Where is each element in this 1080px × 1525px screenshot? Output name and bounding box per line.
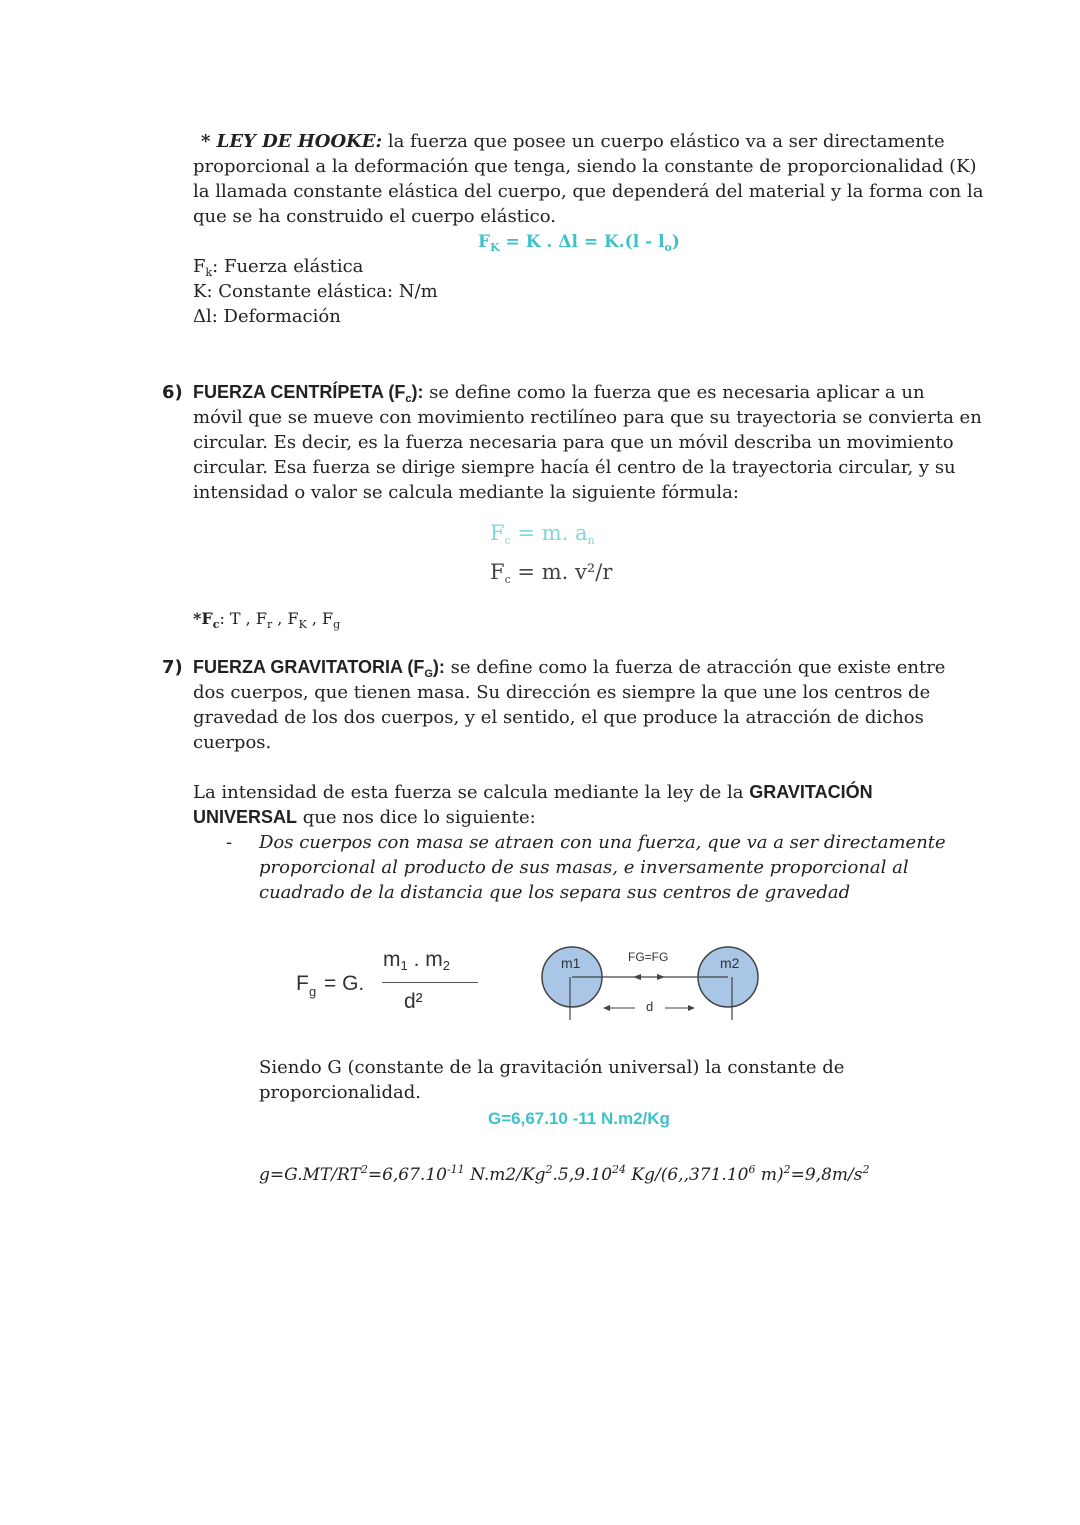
def-sub: k xyxy=(205,266,213,279)
f2-b: = m. v²/r xyxy=(510,560,613,584)
num-2: 2 xyxy=(442,958,450,973)
f1-sub2: n xyxy=(587,534,595,547)
formula-F: F xyxy=(478,232,491,252)
formula-g: g xyxy=(309,984,317,999)
quote-bullet: - xyxy=(226,832,233,853)
note-sub-g: g xyxy=(333,618,341,631)
formula-end: ) xyxy=(671,232,680,252)
force-label: FG=FG xyxy=(628,950,669,964)
p2-a: La intensidad de esta fuerza se calcula mediante la ley de la xyxy=(193,782,750,803)
f2-a: F xyxy=(490,560,505,584)
formula-F: F xyxy=(296,972,309,995)
note-sub-r: r xyxy=(266,618,273,631)
gcalc-g: =9,8m/s xyxy=(790,1165,863,1185)
siendo-line2: proporcionalidad. xyxy=(259,1082,421,1103)
gcalc-e: Kg/(6,,371.10 xyxy=(626,1165,749,1185)
d-arrowhead-right xyxy=(688,1005,695,1011)
gravitatoria-p2-line1 xyxy=(193,780,873,805)
centripeta-line3: circular. Es decir, es la fuerza necesaria para que un móvil describa un movimiento xyxy=(193,432,954,453)
gcalc-sup1: 2 xyxy=(360,1163,368,1176)
g-calculation xyxy=(259,1157,869,1188)
mass-2-label: m2 xyxy=(720,955,740,971)
formula-denominator: d² xyxy=(404,990,423,1013)
title-text: FUERZA GRAVITATORIA (F xyxy=(193,657,425,677)
centripeta-title xyxy=(193,382,424,405)
centripeta-text: se define como la fuerza que es necesaria aplicar a un xyxy=(423,382,925,403)
title-sub: G xyxy=(424,668,433,680)
hooke-text: la fuerza que posee un cuerpo elástico va a ser directamente xyxy=(382,131,945,152)
formula-rest: = K . Δl = K.(l - l xyxy=(499,232,665,252)
hooke-line1 xyxy=(201,129,945,154)
arrow-right xyxy=(657,974,665,980)
def-b: : Fuerza elástica xyxy=(212,256,364,277)
quote-line2: proporcional al producto de sus masas, e inversamente proporcional al xyxy=(259,857,909,878)
centripeta-line5: intensidad o valor se calcula mediante la siguiente fórmula: xyxy=(193,482,739,503)
p2-b: que nos dice lo siguiente: xyxy=(297,807,536,828)
gcalc-sup3: 2 xyxy=(545,1163,553,1176)
def-a: F xyxy=(193,256,206,277)
title-end: ): xyxy=(432,657,445,677)
num-m1: m xyxy=(383,948,401,971)
gcalc-sup6: 2 xyxy=(783,1163,791,1176)
p2-bold2: UNIVERSAL xyxy=(193,807,298,827)
gravitatoria-line3: gravedad de los dos cuerpos, y el sentido, el que produce la atracción de dichos xyxy=(193,707,924,728)
note-sub: c xyxy=(212,618,220,631)
section-number-6: 6) xyxy=(162,382,183,403)
num-m2: m xyxy=(425,948,443,971)
section-number-7: 7) xyxy=(162,657,183,678)
note-d: , F xyxy=(306,609,334,628)
gcalc-sup5: 6 xyxy=(748,1163,756,1176)
gravitatoria-p2-line2 xyxy=(193,805,536,830)
gravitatoria-text: se define como la fuerza de atracción que existe entre xyxy=(444,657,946,678)
gcalc-c: N.m2/Kg xyxy=(464,1165,546,1185)
hooke-line3: la llamada constante elástica del cuerpo, que dependerá del material y la forma con la xyxy=(193,181,984,202)
formula-sub0: o xyxy=(664,241,672,254)
hooke-line4: que se ha construido el cuerpo elástico. xyxy=(193,206,556,227)
distance-label: d xyxy=(646,999,654,1014)
f2-sub: c xyxy=(504,573,511,586)
gcalc-d: .5,9.10 xyxy=(552,1165,613,1185)
gcalc-a: g=G.MT/RT xyxy=(259,1165,361,1185)
gravitatoria-line2: dos cuerpos, que tienen masa. Su dirección es siempre la que une los centros de xyxy=(193,682,931,703)
hooke-def-k: K: Constante elástica: N/m xyxy=(193,281,438,302)
siendo-line1: Siendo G (constante de la gravitación universal) la constante de xyxy=(259,1057,845,1078)
p2-bold1: GRAVITACIÓN xyxy=(749,782,873,802)
hooke-heading: * LEY DE HOOKE: xyxy=(201,131,383,152)
formula-numerator xyxy=(383,948,450,973)
gcalc-f: m) xyxy=(755,1165,784,1185)
mass-1-label: m1 xyxy=(561,955,581,971)
arrow-left xyxy=(633,974,641,980)
quote-line1: Dos cuerpos con masa se atraen con una fuerza, que va a ser directamente xyxy=(259,832,946,853)
f1-a: F xyxy=(490,521,505,545)
hooke-formula xyxy=(478,230,680,260)
gravitatoria-title xyxy=(193,657,445,680)
centripeta-formula-2 xyxy=(490,560,612,592)
gcalc-sup2: -11 xyxy=(446,1163,465,1176)
title-end: ): xyxy=(411,382,424,402)
gravity-formula xyxy=(296,944,486,1014)
gcalc-sup7: 2 xyxy=(862,1163,870,1176)
formula-eq: = G. xyxy=(324,972,365,995)
g-constant: G=6,67.10 -11 N.m2/Kg xyxy=(488,1109,670,1128)
hooke-def-dl: Δl: Deformación xyxy=(193,306,341,327)
title-sub: c xyxy=(405,393,412,405)
note-a: *F xyxy=(193,609,213,628)
d-arrowhead-left xyxy=(603,1005,610,1011)
centripeta-line4: circular. Esa fuerza se dirige siempre hacía él centro de la trayectoria circular, y su xyxy=(193,457,956,478)
gcalc-sup4: 24 xyxy=(612,1163,627,1176)
title-text: FUERZA CENTRÍPETA (F xyxy=(193,382,406,402)
f1-sub: c xyxy=(504,534,511,547)
hooke-line2: proporcional a la deformación que tenga, siendo la constante de proporcionalidad (K) xyxy=(193,156,977,177)
centripeta-formula-1 xyxy=(490,521,595,553)
f1-b: = m. a xyxy=(510,521,588,545)
note-sub-k: K xyxy=(298,618,307,631)
gcalc-b: =6,67.10 xyxy=(367,1165,447,1185)
centripeta-note xyxy=(193,606,340,637)
num-1: 1 xyxy=(400,958,408,973)
note-b: : T , F xyxy=(219,609,267,628)
quote-line3: cuadrado de la distancia que los separa sus centros de gravedad xyxy=(259,882,851,903)
gravitatoria-line4: cuerpos. xyxy=(193,732,272,753)
centripeta-line2: móvil que se mueve con movimiento rectilíneo para que su trayectoria se convierta en xyxy=(193,407,982,428)
note-c: , F xyxy=(272,609,299,628)
num-dot: . xyxy=(407,948,426,971)
formula-sub: K xyxy=(490,241,500,254)
fraction-bar xyxy=(382,982,478,983)
